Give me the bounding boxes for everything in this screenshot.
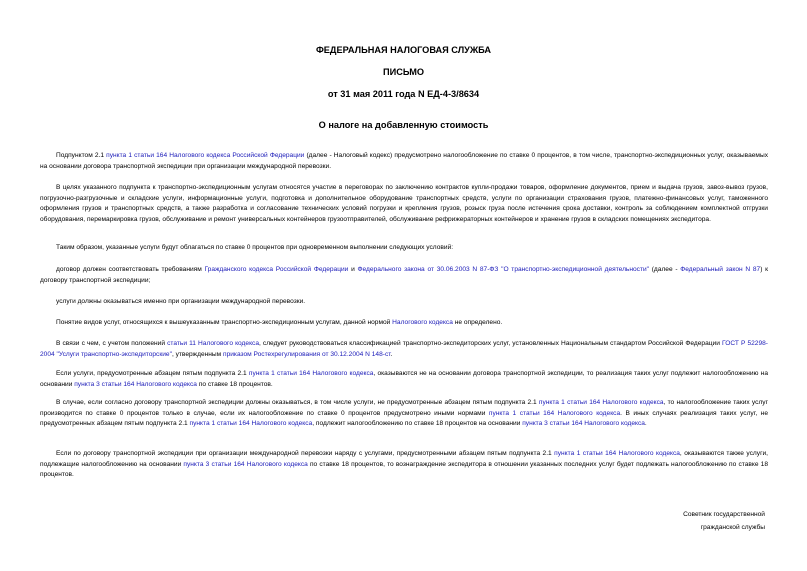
document-subject: О налоге на добавленную стоимость [318,120,489,130]
paragraph-7 [40,339,768,360]
link-nk-p1-st164[interactable]: пункта 1 статьи 164 Налогового кодекса Российской Федерации [106,152,305,159]
paragraph-text: , оказываются не на основании договора транспортной экспедиции, то реализация таких услуг подлежит налогообложению на основании [40,370,768,388]
link-order-148[interactable]: приказом Ростехрегулирования от 30.12.2004 N 148-ст [223,350,391,358]
paragraph-text: , утвержденным [171,350,223,358]
signature-line-2: гражданской службы [700,524,765,531]
paragraph-text: не определено. [452,319,503,326]
paragraph-text: услуги должны оказываться именно при организации международной перевозки. [56,298,306,305]
paragraph-text: (далее - [649,266,681,273]
paragraph-text: (далее - Налоговый кодекс) предусмотрено налогообложение по ставке 0 процентов, в том числе, транспортно-экспедиционных услуг, оказываемых на основании договора транспортной экспедиции при организации международной перевозки. [40,152,768,170]
link-tax-code[interactable]: Налогового кодекса [392,319,453,326]
paragraph-8 [40,369,768,390]
link-nk-st11[interactable]: статьи 11 Налогового кодекса [167,340,259,347]
link-gost-52298[interactable]: ГОСТ Р 52298-2004 "Услуги транспортно-экспедиторские" [40,340,769,358]
link-nk-p3-st164[interactable]: пункта 3 статьи 164 Налогового кодекса [74,380,197,388]
document-type: ПИСЬМО [382,67,425,77]
paragraph-4 [40,265,768,286]
paragraph-text: и [348,266,358,273]
agency-title: ФЕДЕРАЛЬНАЯ НАЛОГОВАЯ СЛУЖБА [315,45,492,55]
paragraph-text: , то налогообложение таких услуг производится по ставке 0 процентов только в случае, если их налогообложение по ставке 0 процентов предусмотрено иными нормами [40,399,768,417]
link-nk-p3-st164[interactable]: пункта 3 статьи 164 Налогового кодекса [183,460,308,468]
signature-line-1: Советник государственной [683,511,765,518]
paragraph-text: В связи с чем, с учетом положений [56,340,168,347]
paragraph-text: , подлежит налогообложению по ставке 18 процентов на основании [312,420,523,428]
paragraph-5 [40,297,768,308]
link-federal-law-87-short[interactable]: Федеральный закон N 87 [680,266,761,273]
paragraph-text: Таким образом, указанные услуги будут облагаться по ставке 0 процентов при одновременном выполнении следующих условий: [56,244,454,251]
paragraph-text: ) к договору транспортной экспедиции; [40,266,768,284]
paragraph-text: Подпунктом 2.1 [56,152,107,159]
paragraph-text: , оказываются также услуги, подлежащие налогообложению на основании [40,450,769,468]
paragraph-text: Если по договору транспортной экспедиции при организации международной перевозки наряду с услугами, предусмотренными абзацем пятым подпункта 2.1 [56,450,555,457]
paragraph-text: . В иных случаях реализация таких услуг, не предусмотренных абзацем пятым подпункта 2.1 [40,409,768,428]
paragraph-text: В случае, если согласно договору транспортной экспедиции должны оказываться, в том числе услуги, не предусмотренные абзацем пятым подпункта 2.1 [56,399,539,406]
paragraph-text: , следует руководствоваться классификацией транспортно-экспедиторских услуг, установленных Национальным стандартом Российской Федерации [259,340,722,347]
paragraph-text: В целях указанного подпункта к транспортно-экспедиционным услугам относятся участие в переговорах по заключению контрактов купли-продажи товаров, оформление документов, прием и выдача грузов, завоз-вывоз грузов, погрузочно-разгрузочные и складские услуги, информационные услуги, подготовка и дополнительное оборудование транспортных средств, услуги по организации страхования грузов, платежно-финансовых услуг, таможенного оформления грузов и транспортных средств, а также разработка и согласование технических условий погрузки и крепления грузов, розыск груза после истечения срока доставки, контроль за соблюдением комплектной отгрузки оборудования, перемаркировка грузов, обслуживание и ремонт универсальных контейнеров грузоотправителей, обслуживание рефрижераторных контейнеров и хранение грузов в складских помещениях экспедитора. [40,184,768,223]
link-nk-p3-st164[interactable]: пункта 3 статьи 164 Налогового кодекса [522,420,645,428]
paragraph-10 [40,449,768,481]
link-nk-p1-st164[interactable]: пункта 1 статьи 164 Налогового кодекса [488,409,621,417]
link-civil-code[interactable]: Гражданского кодекса Российской Федерации [204,266,349,273]
paragraph-6 [40,318,768,329]
paragraph-text: Если услуги, предусмотренные абзацем пятым подпункта 2.1 [56,370,249,377]
link-nk-p1-st164[interactable]: пункта 1 статьи 164 Налогового кодекса [248,370,374,377]
link-nk-p1-st164[interactable]: пункта 1 статьи 164 Налогового кодекса [538,399,664,406]
link-nk-p1-st164[interactable]: пункта 1 статьи 164 Налогового кодекса [554,450,680,457]
paragraph-1 [40,151,768,172]
paragraph-text: Понятие видов услуг, относящихся к вышеуказанным транспортно-экспедиционным услугам, данной нормой [56,319,393,326]
paragraph-9 [40,398,768,430]
paragraph-text: . [644,420,647,428]
paragraph-text: по ставке 18 процентов. [196,380,273,388]
paragraph-3 [40,243,768,254]
paragraph-text: . [390,350,393,358]
paragraph-text: по ставке 18 процентов, то вознаграждение экспедитора в отношении указанных последних услуг будет подлежать налогообложению по ставке 18 процентов. [40,460,768,479]
paragraph-text: договор должен соответствовать требованиям [56,266,205,273]
document-date-number: от 31 мая 2011 года N ЕД-4-3/8634 [327,89,480,99]
link-federal-law-87[interactable]: Федерального закона от 30.06.2003 N 87-ФЗ "О транспортно-экспедиционной деятельности" [357,266,650,273]
paragraph-2 [40,183,768,225]
link-nk-p1-st164[interactable]: пункта 1 статьи 164 Налогового кодекса [189,420,313,428]
